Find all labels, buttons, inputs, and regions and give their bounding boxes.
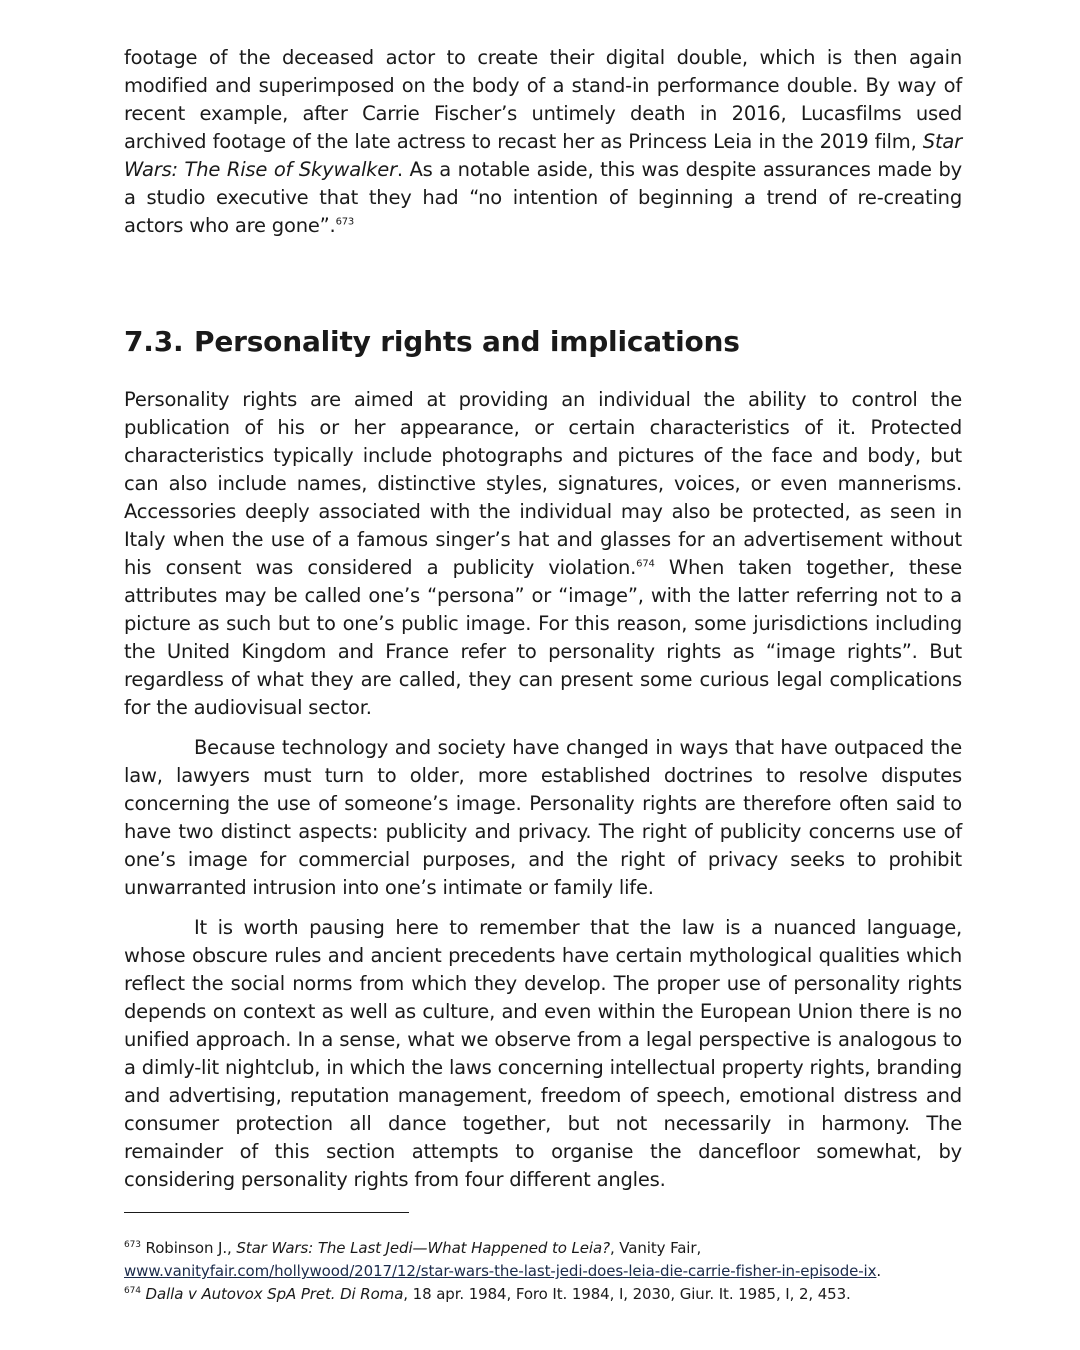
top-paragraph bbox=[124, 44, 962, 240]
footnote-article-title: Star Wars: The Last Jedi—What Happened to Leia? bbox=[236, 1239, 610, 1257]
footnote-source: , Vanity Fair, bbox=[609, 1239, 702, 1257]
footnotes bbox=[124, 1237, 962, 1306]
footnote-ref-673[interactable]: 673 bbox=[335, 216, 355, 228]
paragraph-1-text-2: When taken together, these attributes may be called one’s “persona” or “image”, with the latter referring not to a picture as such but to one’s public image. For this reason, some jurisdictions including the United Kingdom and France refer to personality rights as “image rights”. But regardless of what they are called, they can present some curious legal complications for the audiovisual sector. bbox=[124, 556, 963, 719]
footnote-end: . bbox=[876, 1262, 882, 1280]
film-title: Star Wars: The Rise of Skywalker bbox=[124, 130, 962, 181]
section-title: Personality rights and implications bbox=[194, 325, 740, 358]
footnote-divider bbox=[124, 1212, 409, 1213]
footnote-case-name: Dalla v Autovox SpA Pret. Di Roma bbox=[140, 1285, 404, 1303]
footnote-author: Robinson J., bbox=[140, 1239, 237, 1257]
section-number: 7.3. bbox=[124, 325, 184, 358]
document-page bbox=[124, 44, 962, 1194]
paragraph-publicity-privacy: Because technology and society have changed in ways that have outpaced the law, lawyers must turn to older, more established doctrines to resolve disputes concerning the use of someone’s image. Personality rights are therefore often said to have two distinct aspects: publicity and privacy. The right of publicity concerns use of one’s image for commercial purposes, and the right of privacy seeks to prohibit unwarranted intrusion into one’s intimate or family life. bbox=[124, 736, 962, 899]
paragraph-1-text-1: Personality rights are aimed at providing an individual the ability to control the publication of his or her appearance, or certain characteristics of it. Protected characteristics typically include photographs and pictures of the face and body, but can also include names, distinctive styles, signatures, voices, or even mannerisms. Accessories deeply associated with the individual may also be protected, as seen in Italy when the use of a famous singer’s hat and glasses for an advertisement without his consent was considered a publicity violation. bbox=[124, 388, 962, 579]
top-paragraph-text-2: . As a notable aside, this was despite assurances made by a studio executive that they had “no intention of beginning a trend of re-creating actors who are gone”. bbox=[124, 158, 962, 237]
footnote-ref-674[interactable]: 674 bbox=[636, 558, 655, 570]
paragraph-personality-rights bbox=[124, 386, 962, 722]
section-heading bbox=[124, 324, 962, 360]
footnote-link[interactable]: www.vanityfair.com/hollywood/2017/12/star-wars-the-last-jedi-does-leia-die-carrie-fisher-in-episode-ix bbox=[124, 1262, 877, 1280]
paragraph-nightclub-analogy: It is worth pausing here to remember that the law is a nuanced language, whose obscure rules and ancient precedents have certain mythological qualities which reflect the social norms from which they develop. The proper use of personality rights depends on context as well as culture, and even within the European Union there is no unified approach. In a sense, what we observe from a legal perspective is analogous to a dimly-lit nightclub, in which the laws concerning intellectual property rights, branding and advertising, reputation management, freedom of speech, emotional distress and consumer protection all dance together, but not necessarily in harmony. The remainder of this section attempts to organise the dancefloor somewhat, by considering personality rights from four different angles. bbox=[124, 916, 962, 1191]
top-paragraph-text-1: footage of the deceased actor to create their digital double, which is then again modified and superimposed on the body of a stand-in performance double. By way of recent example, after Carrie Fischer’s untimely death in 2016, Lucasfilms used archived footage of the late actress to recast her as Princess Leia in the 2019 film, bbox=[124, 46, 962, 153]
footnote-number: 674 bbox=[124, 1286, 141, 1296]
footnote-674 bbox=[124, 1283, 962, 1306]
footnote-number: 673 bbox=[124, 1240, 141, 1250]
footnote-673 bbox=[124, 1237, 962, 1283]
footnote-citation: , 18 apr. 1984, Foro It. 1984, I, 2030, Giur. It. 1985, I, 2, 453. bbox=[403, 1285, 851, 1303]
